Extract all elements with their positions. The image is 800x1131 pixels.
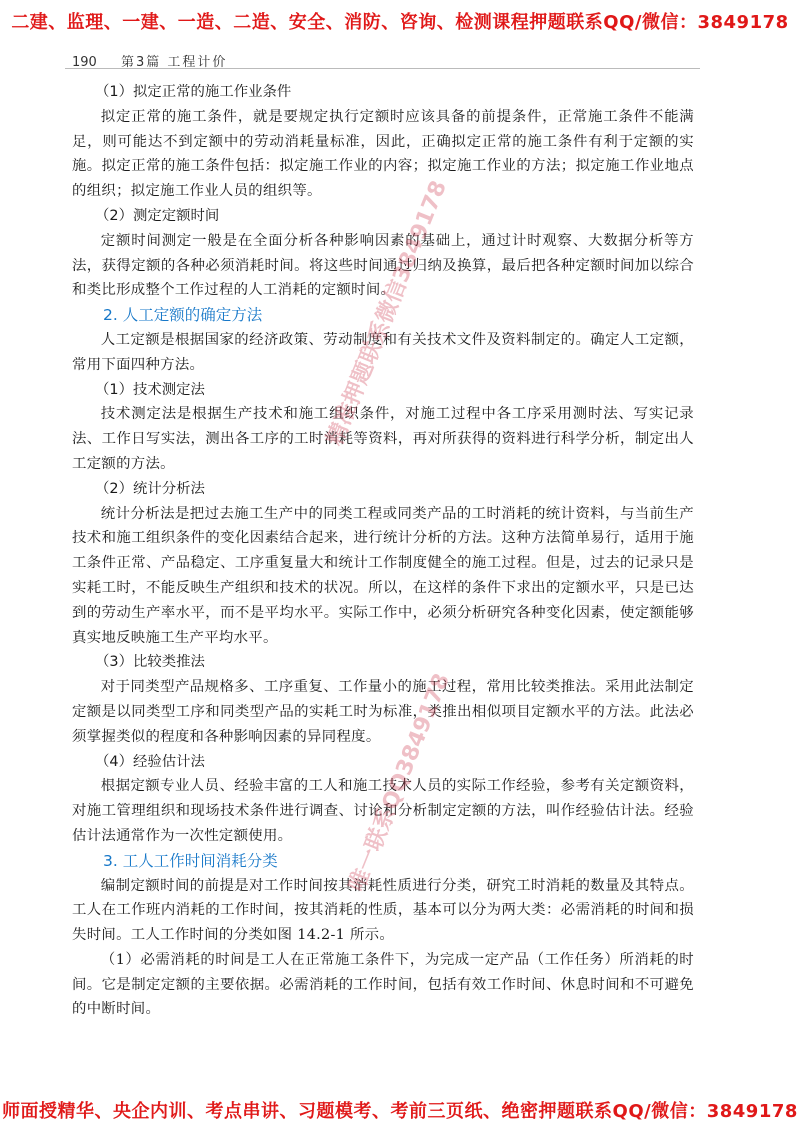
bottom-promo-banner: 师面授精华、央企内训、考点串讲、习题模考、考前三页纸、绝密押题联系QQ/微信：3849178 [2,1101,798,1122]
paragraph: 定额时间测定一般是在全面分析各种影响因素的基础上，通过计时观察、大数据分析等方法，获得定额的各种必须消耗时间。将这些时间通过归纳及换算，最后把各种定额时间加以综合和类比形成整个工作过程的人工消耗的定额时间。 [72,232,694,299]
paragraph: 编制定额时间的前提是对工作时间按其消耗性质进行分类，研究工时消耗的数量及其特点。工人在工作班内消耗的工作时间，按其消耗的性质，基本可以分为两大类：必需消耗的时间和损失时间。工人工作时间的分类如图 14.2-1 所示。 [72,877,694,944]
watermark-text: 精准押题联系微信3849178 [322,177,452,450]
section-heading-methods: 2. 人工定额的确定方法 [103,306,263,325]
subheading-experience-estimate: （4）经验估计法 [95,753,205,770]
paragraph: 根据定额专业人员、经验丰富的工人和施工技术人员的实际工作经验，参考有关定额资料，对施工管理组织和现场技术条件进行调查、讨论和分析制定定额的方法，叫作经验估计法。经验估计法通常作为一次性定额使用。 [72,778,694,844]
paragraph: 拟定正常的施工条件，就是要规定执行定额时应该具备的前提条件，正常施工条件不能满足，则可能达不到定额中的劳动消耗量标准，因此，正确拟定正常的施工条件有利于定额的实施。拟定正常的施工条件包括：拟定施工作业的内容；拟定施工作业的方法；拟定施工作业地点的组织；拟定施工作业人员的组织等。 [72,108,694,200]
subheading-comparison: （3）比较类推法 [95,654,205,671]
paragraph: （1）必需消耗的时间是工人在正常施工条件下，为完成一定产品（工作任务）所消耗的时间。它是制定定额的主要依据。必需消耗的工作时间，包括有效工作时间、休息时间和不可避免的中断时间。 [72,951,694,1018]
page-number: 190 [72,55,97,70]
subheading-measure-time: （2）测定定额时间 [95,207,220,224]
watermark-text: 唯一联系QQ3849178 [344,670,455,896]
page-body [72,80,694,1022]
paragraph: 人工定额是根据国家的经济政策、劳动制度和有关技术文件及资料制定的。确定人工定额，常用下面四种方法。 [72,331,694,373]
section-heading-time-classification: 3. 工人工作时间消耗分类 [103,851,278,870]
top-promo-banner: 二建、监理、一建、一造、二造、安全、消防、咨询、检测课程押题联系QQ/微信：3849178 [11,12,789,33]
paragraph: 对于同类型产品规格多、工序重复、工作量小的施工过程，常用比较类推法。采用此法制定定额是以同类型工序和同类型产品的实耗工时为标准，类推出相似项目定额水平的方法。此法必须掌握类似的程度和各种影响因素的异同程度。 [72,679,694,745]
paragraph: 统计分析法是把过去施工生产中的同类工程或同类产品的工时消耗的统计资料，与当前生产技术和施工组织条件的变化因素结合起来，进行统计分析的方法。这种方法简单易行，适用于施工条件正常、产品稳定、工序重复量大和统计工作制度健全的施工过程。但是，过去的记录只是实耗工时，不能反映生产组织和技术的状况。所以，在这样的条件下求出的定额水平，只是已达到的劳动生产率水平，而不是平均水平。实际工作中，必须分析研究各种变化因素，使定额能够真实地反映施工生产平均水平。 [72,505,694,646]
chapter-title: 第3篇 工程计价 [120,55,228,70]
paragraph: 技术测定法是根据生产技术和施工组织条件，对施工过程中各工序采用测时法、写实记录法、工作日写实法，测出各工序的工时消耗等资料，再对所获得的资料进行科学分析，制定出人工定额的方法。 [72,406,694,472]
header-rule [65,68,700,69]
subheading-technical-measurement: （1）技术测定法 [95,381,205,398]
subheading-statistical-analysis: （2）统计分析法 [95,480,205,497]
subheading-normal-conditions: （1）拟定正常的施工作业条件 [95,84,292,100]
